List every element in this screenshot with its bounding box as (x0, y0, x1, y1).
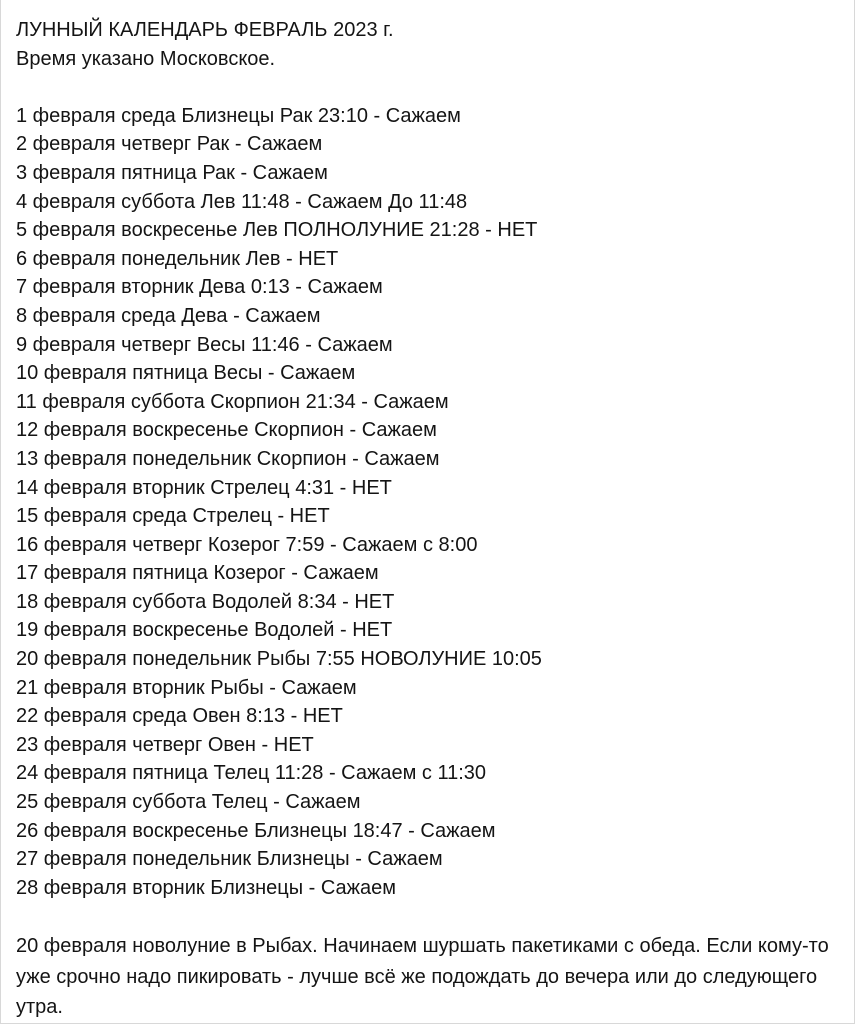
day-entry: 25 февраля суббота Телец - Сажаем (16, 791, 361, 814)
day-entry: 23 февраля четверг Овен - НЕТ (16, 733, 314, 756)
day-entry: 12 февраля воскресенье Скорпион - Сажаем (16, 419, 437, 442)
day-entry: 19 февраля воскресенье Водолей - НЕТ (16, 619, 393, 642)
day-entry: 20 февраля понедельник Рыбы 7:55 НОВОЛУНИЕ 10:05 (16, 648, 542, 671)
day-entry: 24 февраля пятница Телец 11:28 - Сажаем с 11:30 (16, 762, 487, 785)
day-entry: 2 февраля четверг Рак - Сажаем (16, 133, 323, 156)
day-entry: 13 февраля понедельник Скорпион - Сажаем (16, 447, 440, 470)
day-entry: 4 февраля суббота Лев 11:48 - Сажаем До 11:48 (16, 190, 468, 213)
message-text (16, 16, 844, 1023)
day-entry: 18 февраля суббота Водолей 8:34 - НЕТ (16, 590, 395, 613)
day-entry: 10 февраля пятница Весы - Сажаем (16, 362, 356, 385)
day-entry: 15 февраля среда Стрелец - НЕТ (16, 505, 330, 528)
day-entry: 7 февраля вторник Дева 0:13 - Сажаем (16, 276, 383, 299)
day-entry: 28 февраля вторник Близнецы - Сажаем (16, 876, 397, 899)
day-entry: 21 февраля вторник Рыбы - Сажаем (16, 676, 357, 699)
spacer (16, 902, 844, 931)
day-list (16, 102, 844, 903)
timezone-note: Время указано Московское. (16, 47, 276, 70)
day-entry: 6 февраля понедельник Лев - НЕТ (16, 247, 339, 270)
day-entry: 17 февраля пятница Козерог - Сажаем (16, 562, 379, 585)
day-entry: 14 февраля вторник Стрелец 4:31 - НЕТ (16, 476, 392, 499)
day-entry: 16 февраля четверг Козерог 7:59 - Сажаем с 8:00 (16, 533, 478, 556)
day-entry: 9 февраля четверг Весы 11:46 - Сажаем (16, 333, 393, 356)
day-entry: 27 февраля понедельник Близнецы - Сажаем (16, 848, 443, 871)
new-moon-note: 20 февраля новолуние в Рыбах. Начинаем шуршать пакетиками с обеда. Если кому-то уже срочно надо пикировать - лучше всё же подождать до вечера или до следующего утра. (16, 935, 829, 1018)
day-entry: 5 февраля воскресенье Лев ПОЛНОЛУНИЕ 21:28 - НЕТ (16, 219, 538, 242)
day-entry: 22 февраля среда Овен 8:13 - НЕТ (16, 705, 343, 728)
spacer (16, 73, 844, 102)
day-entry: 3 февраля пятница Рак - Сажаем (16, 161, 328, 184)
day-entry: 1 февраля среда Близнецы Рак 23:10 - Сажаем (16, 104, 461, 127)
day-entry: 11 февраля суббота Скорпион 21:34 - Сажаем (16, 390, 449, 413)
day-entry: 26 февраля воскресенье Близнецы 18:47 - Сажаем (16, 819, 496, 842)
calendar-title: ЛУННЫЙ КАЛЕНДАРЬ ФЕВРАЛЬ 2023 г. (16, 19, 394, 41)
day-entry: 8 февраля среда Дева - Сажаем (16, 304, 321, 327)
